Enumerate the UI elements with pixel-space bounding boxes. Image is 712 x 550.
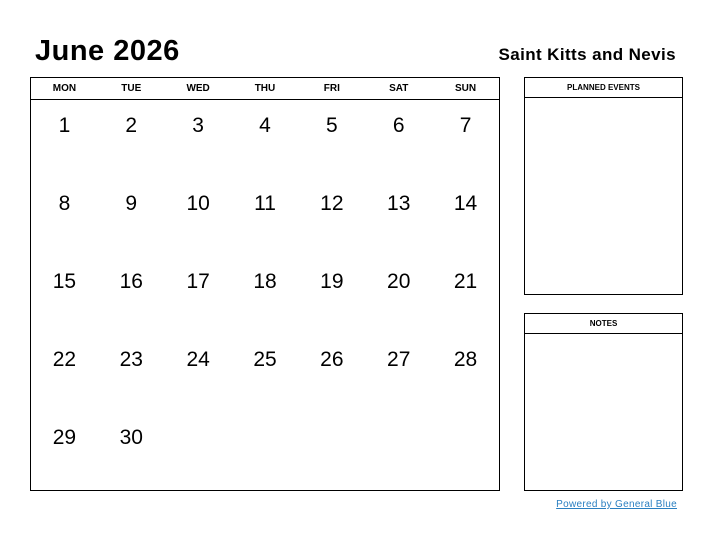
powered-by-link[interactable]: Powered by General Blue bbox=[556, 499, 677, 510]
notes-panel bbox=[524, 313, 683, 491]
day-cell bbox=[432, 412, 499, 490]
weekday-fri: FRI bbox=[323, 83, 340, 94]
planned-events-panel bbox=[524, 77, 683, 295]
weekday-sat: SAT bbox=[389, 83, 409, 94]
weekday-header-row bbox=[31, 78, 499, 100]
weekday-mon: MON bbox=[52, 83, 77, 94]
day-cell: 21 bbox=[453, 270, 478, 293]
day-cell bbox=[165, 412, 232, 490]
day-cell bbox=[232, 412, 299, 490]
day-cell: 11 bbox=[254, 192, 276, 215]
day-cell: 30 bbox=[119, 426, 143, 449]
day-cell: 20 bbox=[387, 270, 411, 293]
planned-events-title: PLANNED EVENTS bbox=[525, 78, 682, 98]
day-cell: 8 bbox=[58, 192, 71, 215]
day-cell: 2 bbox=[125, 114, 138, 137]
day-cell: 13 bbox=[387, 192, 411, 215]
notes-title: NOTES bbox=[525, 314, 682, 334]
day-cell: 25 bbox=[253, 348, 277, 371]
day-cell: 29 bbox=[52, 426, 77, 449]
weekday-wed: WED bbox=[186, 83, 210, 94]
day-cell: 23 bbox=[119, 348, 143, 371]
day-cell: 1 bbox=[58, 114, 71, 137]
day-cell: 16 bbox=[119, 270, 143, 293]
weekday-tue: TUE bbox=[121, 83, 142, 94]
weekday-sun: SUN bbox=[455, 83, 477, 94]
day-cell: 14 bbox=[453, 192, 478, 215]
day-cell: 19 bbox=[320, 270, 344, 293]
day-cell: 24 bbox=[186, 348, 210, 371]
day-cell: 26 bbox=[320, 348, 344, 371]
day-cell bbox=[298, 412, 365, 490]
day-cell: 6 bbox=[392, 114, 405, 137]
day-cell: 15 bbox=[52, 270, 77, 293]
day-cell: 3 bbox=[192, 114, 204, 137]
day-cell: 5 bbox=[326, 114, 338, 137]
day-cells bbox=[31, 100, 499, 490]
day-cell: 4 bbox=[259, 114, 271, 137]
day-cell: 7 bbox=[459, 114, 472, 137]
day-cell: 12 bbox=[320, 192, 344, 215]
day-cell: 18 bbox=[253, 270, 277, 293]
day-cell: 27 bbox=[387, 348, 411, 371]
day-cell: 9 bbox=[125, 192, 138, 215]
country-name: Saint Kitts and Nevis bbox=[498, 45, 676, 64]
day-cell: 28 bbox=[453, 348, 478, 371]
day-cell: 22 bbox=[52, 348, 77, 371]
month-calendar-grid bbox=[30, 77, 500, 491]
day-cell: 10 bbox=[186, 192, 210, 215]
day-cell bbox=[365, 412, 432, 490]
weekday-thu: THU bbox=[254, 83, 276, 94]
day-cell: 17 bbox=[186, 270, 210, 293]
page-title: June 2026 bbox=[35, 35, 180, 67]
